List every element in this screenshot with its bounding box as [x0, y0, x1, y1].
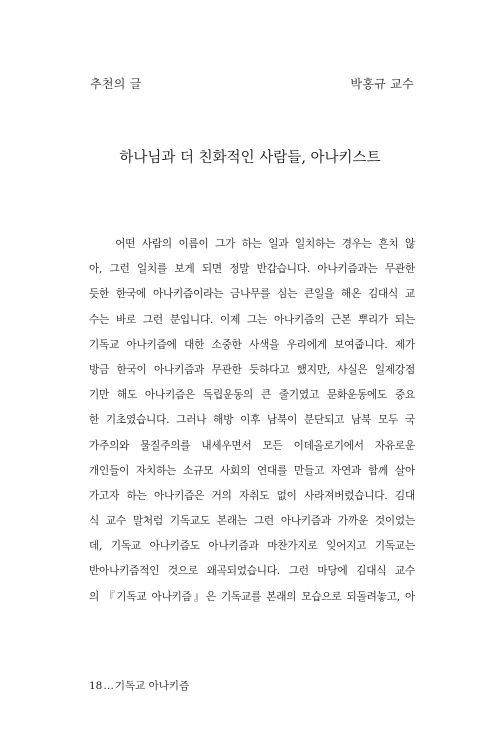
body-line: 방금 한국이 아나키즘과 무관한 듯하다고 했지만, 사실은 일제강점	[89, 363, 415, 376]
page-number: 18	[89, 680, 103, 692]
body-line: 듯한 한국에 아나키즘이라는 금나무를 심는 큰일을 해온 김대식 교	[89, 288, 415, 301]
body-line: 의 『기독교 아나키즘』은 기독교를 본래의 모습으로 되돌려놓고, 아	[89, 590, 415, 603]
running-header-author: 박홍규 교수	[350, 77, 414, 91]
body-line: 한 기초였습니다. 그러나 해방 이후 남북이 분단되고 남북 모두 국	[89, 414, 415, 427]
body-line: 아, 그런 일치를 보게 되면 정말 반갑습니다. 아나키즘과는 무관한	[89, 263, 415, 276]
chapter-title: 하나님과 더 친화적인 사람들, 아나키스트	[119, 150, 381, 166]
body-line: 수는 바로 그런 분입니다. 이제 그는 아나키즘의 근본 뿌리가 되는	[89, 313, 415, 326]
body-line: 기만 해도 아나키즘은 독립운동의 큰 줄기였고 문화운동에도 중요	[89, 389, 415, 402]
footer-book-title: 기독교 아나키즘	[114, 680, 190, 692]
body-line: 데, 기독교 아나키즘도 아나키즘과 마찬가지로 잊어지고 기독교는	[89, 540, 415, 553]
footer-separator: …	[103, 680, 114, 692]
body-line: 반아나키즘적인 것으로 왜곡되었습니다. 그런 마당에 김대식 교수	[89, 565, 415, 578]
body-line: 어떤 사람의 이름이 그가 하는 일과 일치하는 경우는 흔치 않	[89, 238, 415, 250]
running-header-section: 추천의 글	[90, 77, 142, 91]
body-line: 개인들이 자치하는 소규모 사회의 연대를 만들고 자연과 함께 살아	[89, 464, 415, 477]
body-line: 기독교 아나키즘에 대한 소중한 사색을 우리에게 보여줍니다. 제가	[89, 338, 415, 351]
body-line: 가주의와 물질주의를 내세우면서 모든 이데올로기에서 자유로운	[89, 439, 415, 452]
body-paragraph	[89, 232, 415, 610]
body-line: 식 교수 말처럼 기독교도 본래는 그런 아나키즘과 가까운 것이었는	[89, 515, 415, 528]
page-footer	[89, 678, 189, 693]
body-line: 가고자 하는 아나키즘은 거의 자취도 없이 사라져버렸습니다. 김대	[89, 489, 415, 502]
